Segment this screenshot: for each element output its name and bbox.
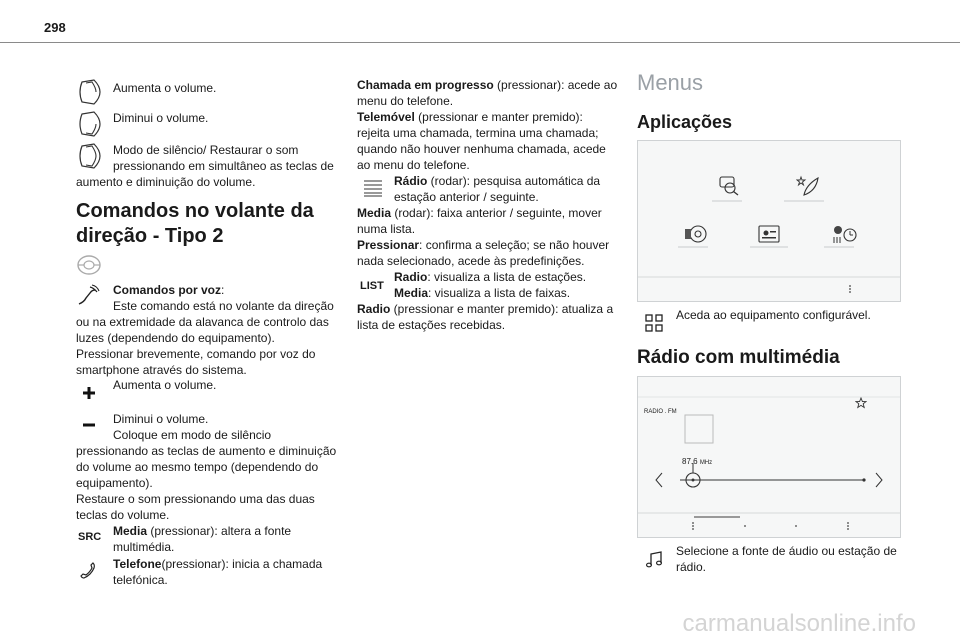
mute-text-1: Modo de silêncio/ Restaurar o som [113, 143, 299, 157]
radio-screen [637, 376, 901, 538]
volume-down-button-icon [76, 110, 104, 138]
media-press-text: (pressionar): altera a fonte [147, 524, 292, 538]
apps-screen [637, 140, 901, 302]
watermark [0, 610, 960, 638]
tel-line-1 [357, 109, 583, 125]
radio-source-label: RADIO . FM [644, 409, 677, 415]
voice-command-icon [76, 284, 100, 308]
radio-frequency [682, 457, 712, 466]
section-heading-line1: Comandos no volante da [76, 200, 314, 222]
media-list-text: : visualiza a lista de faixas. [428, 286, 571, 300]
minus-line-5: equipamento). [76, 476, 153, 490]
watermark-text: carmanualsonline.info [682, 610, 916, 637]
phone-press-line [113, 556, 322, 572]
frequency-value: 87.6 [682, 457, 698, 466]
header-divider [0, 42, 960, 43]
minus-line-6: Restaure o som pressionando uma das duas [76, 492, 315, 506]
mute-button-icon [76, 142, 104, 170]
tel-text: (pressionar e manter premido): [414, 110, 583, 124]
message-search-icon [718, 175, 740, 197]
call-text: (pressionar): acede ao [493, 78, 618, 92]
radio-caption-2: rádio. [676, 560, 707, 574]
phone-press-text: (pressionar): inicia a chamada [161, 557, 323, 571]
section-heading-line2: direção - Tipo 2 [76, 225, 224, 247]
media-rotate-title: Media [357, 206, 392, 220]
apps-grid-icon [645, 314, 663, 332]
minus-icon [82, 422, 96, 428]
settings-apps-icon [684, 223, 708, 245]
favorite-star-icon [855, 397, 867, 409]
radio-hold-title: Radio [357, 302, 391, 316]
voice-title: Comandos por voz [113, 283, 222, 297]
radio-hold-line-2: lista de estações recebidas. [357, 318, 506, 332]
media-press-line [113, 523, 291, 539]
minus-line-3: pressionando as teclas de aumento e diminuição [76, 444, 337, 458]
tel-line-3: quando não houver nenhuma chamada, acede [357, 142, 606, 156]
radio-rotate-text: (rodar): pesquisa automática da [427, 174, 601, 188]
contact-card-icon [758, 225, 780, 243]
volume-down-text: Diminui o volume. [113, 111, 209, 125]
minus-line-4: do volume ao mesmo tempo (dependendo do [76, 460, 319, 474]
voice-line-5: smartphone através do sistema. [76, 363, 247, 377]
press-line [357, 237, 609, 253]
climate-clock-icon [832, 223, 858, 245]
call-line-2: menu do telefone. [357, 94, 454, 108]
press-title: Pressionar [357, 238, 420, 252]
music-note-icon [645, 551, 663, 569]
radio-heading: Rádio com multimédia [637, 347, 840, 368]
media-rotate-line-2: numa lista. [357, 222, 416, 236]
media-list-title: Media [394, 286, 429, 300]
tel-line-2: rejeita uma chamada, termina uma chamada; [357, 126, 599, 140]
src-label: SRC [78, 531, 102, 543]
mute-text-2: pressionando em simultâneo as teclas de [113, 159, 334, 173]
plus-icon [82, 386, 96, 400]
media-press-title: Media [113, 524, 148, 538]
media-list-line [394, 285, 570, 301]
radio-rotate-title: Rádio [394, 174, 428, 188]
apps-heading: Aplicações [637, 112, 733, 132]
radio-caption-1: Selecione a fonte de áudio ou estação de [676, 544, 897, 558]
radio-list-line [394, 269, 586, 285]
plus-text: Aumenta o volume. [113, 378, 217, 392]
minus-line-2: Coloque em modo de silêncio [113, 428, 272, 442]
media-rotate-text: (rodar): faixa anterior / seguinte, mover [391, 206, 602, 220]
radio-rotate-line [394, 173, 600, 189]
media-press-line-2: multimédia. [113, 540, 175, 554]
page-number: 298 [44, 20, 66, 35]
volume-up-text: Aumenta o volume. [113, 81, 217, 95]
voice-line-4: Pressionar brevemente, comando por voz do [76, 347, 316, 361]
thumbwheel-icon [362, 178, 384, 198]
minus-line-7: teclas do volume. [76, 508, 170, 522]
volume-up-button-icon [76, 78, 104, 106]
voice-line-1: Este comando está no volante da direção [113, 299, 334, 313]
voice-title-line [113, 282, 224, 298]
voice-line-2: ou na extremidade da alavanca de controlo das [76, 315, 329, 329]
leaf-star-icon [796, 175, 820, 197]
tel-title: Telemóvel [357, 110, 415, 124]
apps-caption: Aceda ao equipamento configurável. [676, 308, 871, 322]
radio-list-text: : visualiza a lista de estações. [427, 270, 587, 284]
menus-title: Menus [637, 70, 704, 95]
frequency-unit: MHz [699, 460, 713, 466]
press-text: : confirma a seleção; se não houver [419, 238, 610, 252]
call-title: Chamada em progresso [357, 78, 494, 92]
call-line-1 [357, 77, 617, 93]
minus-line-1: Diminui o volume. [113, 412, 209, 426]
radio-list-title: Radio [394, 270, 428, 284]
voice-title-colon: : [221, 283, 225, 297]
radio-rotate-line-2: estação anterior / seguinte. [394, 190, 539, 204]
phone-press-line-2: telefónica. [113, 573, 168, 587]
radio-hold-text: (pressionar e manter premido): atualiza a [390, 302, 614, 316]
steering-wheel-icon [76, 254, 102, 276]
phone-icon [78, 561, 96, 579]
list-label: LIST [360, 280, 384, 292]
radio-hold-line [357, 301, 613, 317]
media-rotate-line [357, 205, 602, 221]
press-line-2: nada selecionado, acede às predefinições. [357, 254, 585, 268]
voice-line-3: luzes (dependendo do equipamento). [76, 331, 275, 345]
tel-line-4: ao menu do telefone. [357, 158, 470, 172]
phone-press-title: Telefone [113, 557, 162, 571]
mute-text-3: aumento e diminuição do volume. [76, 175, 256, 189]
